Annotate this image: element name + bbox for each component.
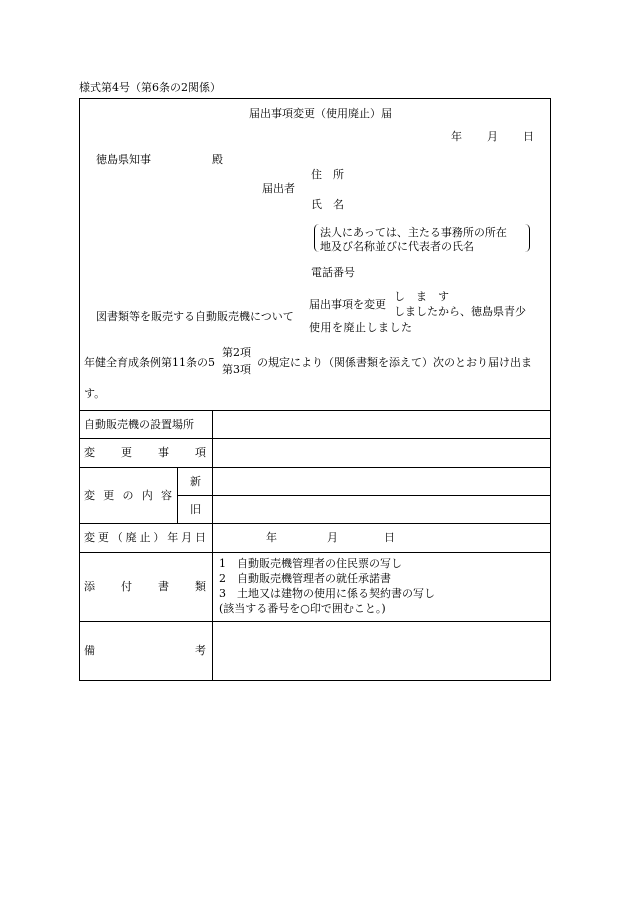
date-year-label: 年 [451, 130, 462, 143]
date-month-label: 月 [487, 130, 498, 143]
column-divider [212, 410, 213, 681]
attachment-note: (該当する番号を○印で囲むこと。) [219, 602, 386, 615]
table-top-line [79, 410, 551, 411]
change-date-month: 月 [327, 531, 338, 544]
remarks-label: 備 考 [84, 644, 206, 657]
corporate-note-line1: 法人にあっては、主たる事務所の所在 [320, 226, 507, 239]
body-line3: す。 [84, 387, 106, 400]
corporate-note-line2: 地及び名称並びに代表者の氏名 [320, 240, 474, 253]
change-item-label: 変 更 事 項 [84, 446, 206, 459]
form-number-label: 様式第4号（第6条の2関係） [79, 81, 221, 94]
body-lead-text: 図書類等を販売する自動販売機について [96, 310, 294, 323]
body-line2-start: 年健全育成条例第11条の5 [84, 356, 215, 369]
row-line-4 [79, 523, 551, 524]
date-day-label: 日 [523, 130, 534, 143]
address-label: 住 所 [311, 168, 344, 181]
sub-column-divider [177, 467, 178, 523]
row-line-6 [79, 621, 551, 622]
row-line-2 [79, 467, 551, 468]
honorific: 殿 [212, 153, 223, 166]
body-option-abolish: 使 用 を 廃 止 し ま し た [309, 321, 412, 334]
body-clause-3: 第3項 [222, 363, 251, 376]
row-line-1 [79, 438, 551, 439]
old-label: 旧 [190, 503, 201, 516]
new-label: 新 [190, 475, 201, 488]
body-line2-end: の規定により（関係書類を添えて）次のとおり届け出ま [257, 356, 532, 369]
attachment-item-2: 2 自動販売機管理者の就任承諾書 [219, 572, 391, 585]
body-clause-2: 第2項 [222, 346, 251, 359]
change-date-year: 年 [266, 531, 277, 544]
name-label: 氏 名 [311, 198, 344, 211]
change-date-label: 変 更 （ 廃 止 ） 年 月 日 [84, 531, 206, 544]
phone-label: 電話番号 [311, 266, 355, 279]
attachments-label: 添 付 書 類 [84, 580, 206, 593]
attachment-item-3: 3 土地又は建物の使用に係る契約書の写し [219, 587, 435, 600]
notifier-label: 届出者 [262, 182, 295, 195]
body-option-will-do: し ま す [394, 290, 449, 303]
body-change-prefix: 届出事項を変更 [309, 298, 386, 311]
addressee: 徳島県知事 [96, 153, 151, 166]
change-content-label: 変 更 の 内 容 [84, 489, 172, 502]
row-line-3 [177, 495, 551, 496]
change-date-day: 日 [384, 531, 395, 544]
location-label: 自動販売機の設置場所 [84, 418, 194, 431]
attachment-item-1: 1 自動販売機管理者の住民票の写し [219, 557, 402, 570]
form-title: 届出事項変更（使用廃止）届 [249, 107, 392, 120]
body-option-did: しましたから、徳島県青少 [394, 305, 526, 318]
row-line-5 [79, 552, 551, 553]
